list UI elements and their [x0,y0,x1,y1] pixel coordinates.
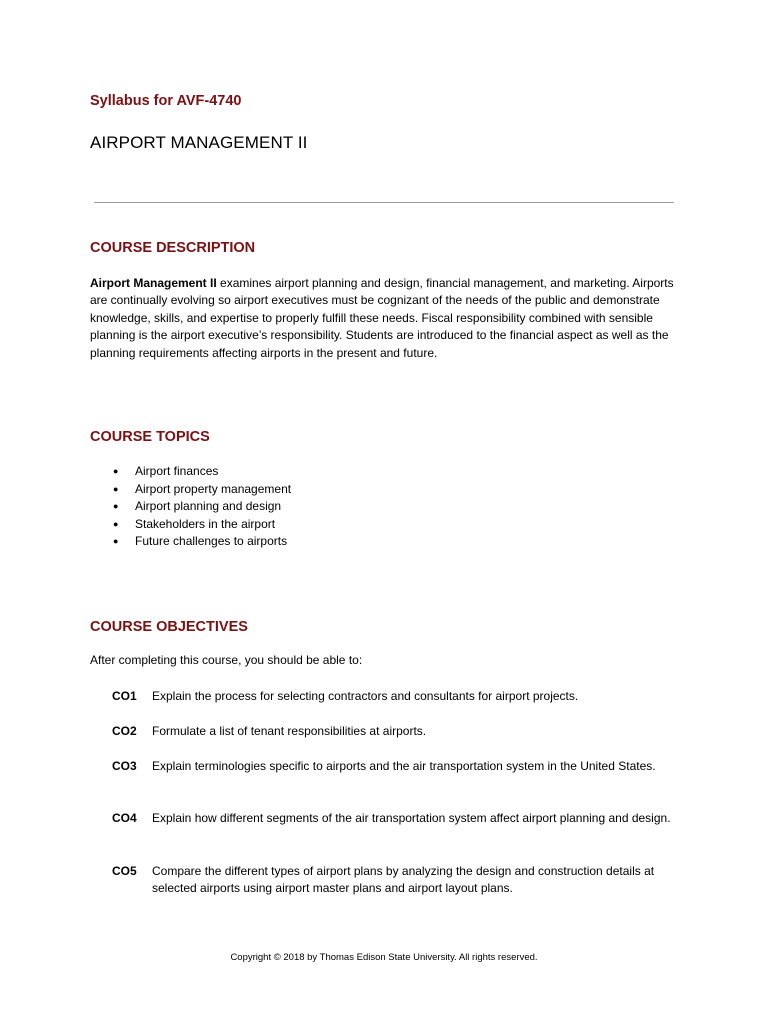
bullet-icon: ● [113,466,119,476]
objective-code: CO1 [112,689,137,703]
objective-text: Explain how different segments of the air transportation system affect airport planning and design. [152,811,671,825]
objective-text: Formulate a list of tenant responsibilities at airports. [152,724,427,738]
course-objectives-heading: COURSE OBJECTIVES [90,619,248,635]
objective-text: Compare the different types of airport plans by analyzing the design and construction details at selected airports using airport master plans and airport layout plans. [152,864,655,896]
list-item [90,498,291,516]
list-item [90,516,291,534]
bullet-icon: ● [113,536,119,547]
topic-label: Stakeholders in the airport [135,516,276,531]
syllabus-subtitle: Syllabus for AVF-4740 [90,93,242,109]
list-item [90,481,291,499]
page-title: AIRPORT MANAGEMENT II [90,133,308,152]
course-description-text [90,275,690,362]
topic-label: Future challenges to airports [135,534,288,549]
copyright-footer: Copyright © 2018 by Thomas Edison State University. All rights reserved. [230,952,538,963]
course-description-body: examines airport planning and design, financial management, and marketing. Airports are continually evolving so airport executives must be cognizant of the needs of the public and demonstrate knowledge, skills, and expertise to properly fulfill these needs. Fiscal responsibility combined with sensible planning is the airport executive’s responsibility. Students are introduced to the financial aspect as well as the planning requirements affecting airports in the present and future. [90,276,674,360]
objective-item [112,723,692,740]
bullet-icon: ● [113,518,119,529]
objectives-intro: After completing this course, you should be able to: [90,653,363,667]
objective-text: Explain terminologies specific to airports and the air transportation system in the United States. [152,759,656,773]
topic-label: Airport property management [135,481,292,496]
bullet-icon: ● [113,501,119,512]
topic-label: Airport finances [135,464,219,478]
topic-label: Airport planning and design [135,499,282,514]
objective-text: Explain the process for selecting contractors and consultants for airport projects. [152,689,579,703]
objective-code: CO2 [112,724,137,738]
objective-item [112,863,692,898]
objective-code: CO3 [112,759,137,773]
objective-item [112,810,692,827]
objective-item [112,688,692,705]
list-item [90,533,291,551]
course-topics-heading: COURSE TOPICS [90,429,210,445]
course-description-heading: COURSE DESCRIPTION [90,240,256,256]
objective-item [112,758,692,775]
divider [94,202,674,203]
bullet-icon: ● [113,483,119,494]
course-topics-list [90,463,291,551]
list-item [90,463,291,481]
course-name-bold: Airport Management II [90,276,217,290]
objective-code: CO4 [112,811,137,825]
objective-code: CO5 [112,864,137,878]
